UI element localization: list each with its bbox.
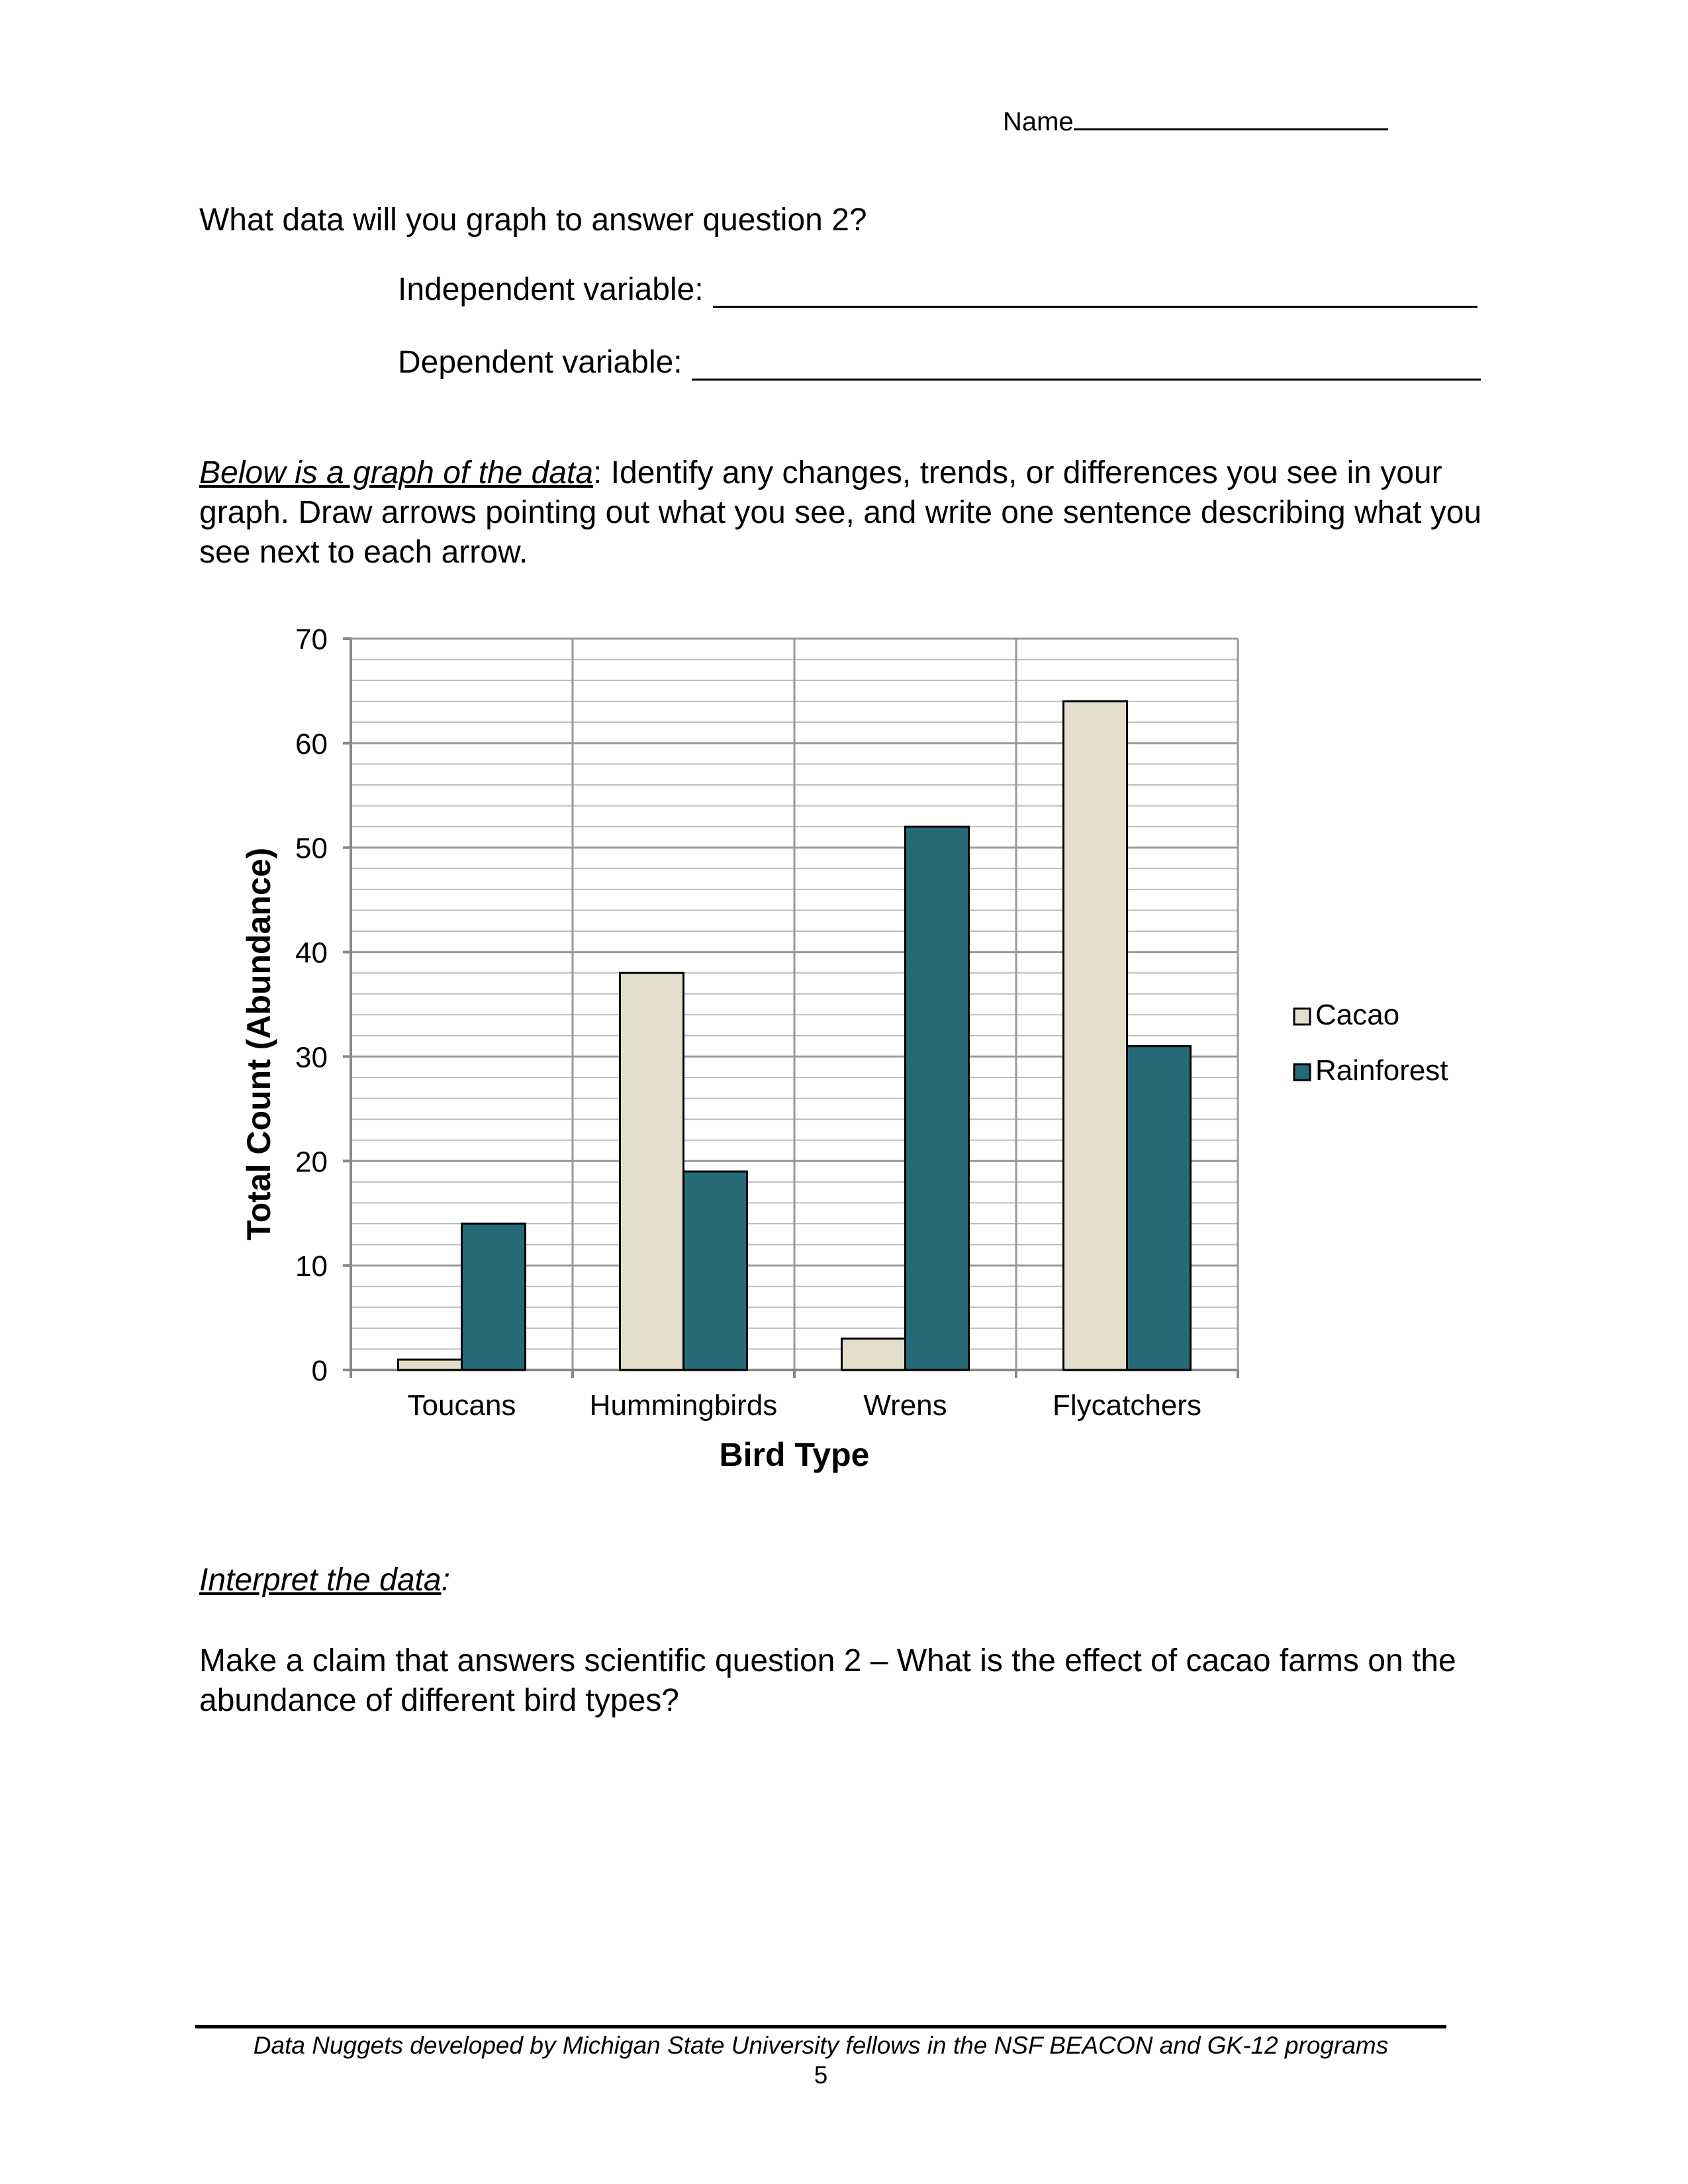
- bar-chart: [225, 609, 1483, 1496]
- dependent-variable-label: Dependent variable:: [398, 345, 682, 380]
- graph-instructions: [199, 453, 1510, 572]
- dependent-variable-blank[interactable]: [692, 352, 1481, 381]
- interpret-heading-text: Interpret the data: [199, 1563, 442, 1598]
- graph-instructions-text: : Identify any changes, trends, or differences you see in your graph. Draw arrows pointing out what you see, and write one sentence describing what you see next to each arrow.: [199, 455, 1482, 570]
- bar-rainforest-wrens: [906, 827, 969, 1370]
- chart-svg: [225, 609, 1483, 1496]
- y-tick-label: 60: [295, 727, 328, 760]
- name-blank[interactable]: [1074, 106, 1388, 130]
- y-tick-label: 50: [295, 832, 328, 865]
- interpret-heading: [199, 1562, 450, 1598]
- independent-variable-blank[interactable]: [713, 279, 1477, 308]
- legend-swatch-cacao: [1294, 1009, 1310, 1024]
- y-tick-label: 20: [295, 1146, 328, 1179]
- y-tick-label: 0: [311, 1355, 328, 1387]
- bar-cacao-toucans: [399, 1359, 462, 1370]
- x-tick-label: Wrens: [863, 1389, 947, 1422]
- bar-rainforest-flycatchers: [1127, 1046, 1191, 1370]
- graph-instructions-lead: Below is a graph of the data: [199, 455, 594, 490]
- page-number: 5: [814, 2062, 828, 2089]
- independent-variable-row: [398, 271, 1477, 308]
- interpret-heading-colon: :: [441, 1563, 450, 1598]
- bar-cacao-wrens: [842, 1339, 906, 1370]
- claim-question: Make a claim that answers scientific question 2 – What is the effect of cacao farms on the abundance of different bird types?: [199, 1643, 1456, 1718]
- name-label: Name: [1003, 107, 1074, 136]
- bar-cacao-hummingbirds: [620, 973, 684, 1370]
- x-axis-title: Bird Type: [719, 1436, 870, 1473]
- question-graph-data: What data will you graph to answer question 2?: [199, 203, 867, 238]
- y-tick-label: 30: [295, 1041, 328, 1074]
- x-tick-label: Toucans: [407, 1389, 516, 1422]
- bar-rainforest-hummingbirds: [684, 1171, 747, 1370]
- y-tick-label: 70: [295, 623, 328, 656]
- x-tick-label: Flycatchers: [1053, 1389, 1201, 1422]
- y-axis-title: Total Count (Abundance): [240, 847, 277, 1241]
- footer-rule: [195, 2025, 1446, 2028]
- independent-variable-label: Independent variable:: [398, 272, 704, 307]
- bar-rainforest-toucans: [462, 1224, 526, 1370]
- legend-swatch-rainforest: [1294, 1064, 1310, 1080]
- legend-label-cacao: Cacao: [1315, 999, 1400, 1031]
- y-tick-label: 10: [295, 1250, 328, 1283]
- bar-cacao-flycatchers: [1064, 702, 1127, 1370]
- x-tick-label: Hummingbirds: [589, 1389, 778, 1422]
- name-field: [1003, 106, 1388, 137]
- legend-label-rainforest: Rainforest: [1315, 1054, 1448, 1087]
- dependent-variable-row: [398, 344, 1481, 381]
- y-tick-label: 40: [295, 936, 328, 970]
- footer-credit: Data Nuggets developed by Michigan State University fellows in the NSF BEACON and GK-12 programs: [253, 2032, 1389, 2059]
